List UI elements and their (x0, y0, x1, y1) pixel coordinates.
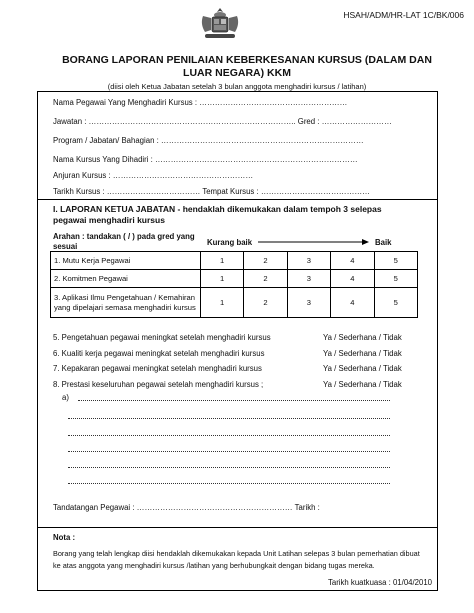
criterion-label: 3. Aplikasi Ilmu Pengetahuan / Kemahiran yang dipelajari semasa menghadiri kursus (51, 288, 201, 318)
question-6: 6. Kualiti kerja pegawai meningkat setelah menghadiri kursus (53, 349, 265, 358)
score-cell[interactable]: 5 (374, 252, 417, 270)
answer-line[interactable] (68, 451, 390, 452)
table-row (51, 288, 418, 318)
score-cell[interactable]: 4 (331, 288, 374, 318)
rating-table (50, 251, 418, 318)
criterion-label: 2. Komitmen Pegawai (51, 270, 201, 288)
scale-arrow-icon (258, 238, 370, 246)
field-nama-pegawai[interactable]: Nama Pegawai Yang Menghadiri Kursus : ………………………………………………… (53, 98, 348, 107)
answer-line[interactable] (68, 467, 390, 468)
nota-heading: Nota : (53, 533, 76, 542)
scale-low-label: Kurang baik (207, 238, 253, 247)
criterion-label: 1. Mutu Kerja Pegawai (51, 252, 201, 270)
score-cell[interactable]: 2 (244, 288, 287, 318)
score-cell[interactable]: 4 (331, 270, 374, 288)
score-cell[interactable]: 3 (287, 270, 330, 288)
section-title: I. LAPORAN KETUA JABATAN - hendaklah dikemukakan dalam tempoh 3 selepas pegawai menghadiri kursus (53, 204, 382, 225)
answer-line[interactable] (68, 418, 390, 419)
section-divider (37, 199, 438, 200)
score-cell[interactable]: 5 (374, 288, 417, 318)
title-line-1: BORANG LAPORAN PENILAIAN KEBERKESANAN KURSUS (DALAM DAN (62, 54, 432, 66)
nota-text: Borang yang telah lengkap diisi hendaklah dikemukakan kepada Unit Latihan selepas 3 bulan pemerhatian dibuat ke atas anggota yang menghadiri kursus /latihan yang berhubungkait dengan bidang tugas mereka. (53, 549, 420, 570)
effective-date: Tarikh kuatkuasa : 01/04/2010 (327, 578, 432, 587)
scale-high-label: Baik (375, 238, 392, 247)
score-cell[interactable]: 3 (287, 288, 330, 318)
question-5: 5. Pengetahuan pegawai meningkat setelah menghadiri kursus (53, 333, 271, 342)
score-cell[interactable]: 5 (374, 270, 417, 288)
answer-line[interactable] (78, 400, 390, 401)
table-row (51, 270, 418, 288)
field-program[interactable]: Program / Jabatan/ Bahagian : …………………………………………………………………… (53, 136, 364, 145)
answer-line[interactable] (68, 435, 390, 436)
nota-divider (37, 527, 438, 528)
answer-options-6[interactable]: Ya / Sederhana / Tidak (323, 349, 402, 358)
rating-instruction: Arahan : tandakan ( / ) pada gred yang sesuai (53, 232, 195, 251)
field-jawatan-gred[interactable]: Jawatan : …………………………………………………………………….. Gred : ……………………… (53, 117, 392, 126)
score-cell[interactable]: 1 (200, 288, 243, 318)
signature-field[interactable]: Tandatangan Pegawai : …………………………………………………… Tarikh : (53, 503, 320, 512)
field-tarikh-tempat[interactable]: Tarikh Kursus : ……………………………… Tempat Kursus : …………………………………… (53, 187, 370, 196)
score-cell[interactable]: 2 (244, 270, 287, 288)
score-cell[interactable]: 4 (331, 252, 374, 270)
page-title (0, 54, 474, 80)
question-8: 8. Prestasi keseluruhan pegawai setelah menghadiri kursus ; (53, 380, 264, 389)
answer-options-7[interactable]: Ya / Sederhana / Tidak (323, 364, 402, 373)
answer-options-8[interactable]: Ya / Sederhana / Tidak (323, 380, 402, 389)
question-7: 7. Kepakaran pegawai meningkat setelah menghadiri kursus (53, 364, 262, 373)
page-subtitle: (diisi oleh Ketua Jabatan setelah 3 bulan anggota menghadiri kursus / latihan) (107, 82, 367, 91)
score-cell[interactable]: 1 (200, 252, 243, 270)
answer-line[interactable] (68, 483, 390, 484)
score-cell[interactable]: 3 (287, 252, 330, 270)
table-row (51, 252, 418, 270)
score-cell[interactable]: 1 (200, 270, 243, 288)
answer-options-5[interactable]: Ya / Sederhana / Tidak (323, 333, 402, 342)
field-nama-kursus[interactable]: Nama Kursus Yang Dihadiri : …………………………………………………………………… (53, 155, 358, 164)
answer-label-a: a) (62, 393, 69, 402)
score-cell[interactable]: 2 (244, 252, 287, 270)
title-line-2: LUAR NEGARA) KKM (183, 67, 291, 79)
document-reference-code: HSAH/ADM/HR-LAT 1C/BK/006 (343, 10, 464, 20)
field-anjuran[interactable]: Anjuran Kursus : ……………………………………………… (53, 171, 254, 180)
government-crest-icon (197, 6, 243, 42)
